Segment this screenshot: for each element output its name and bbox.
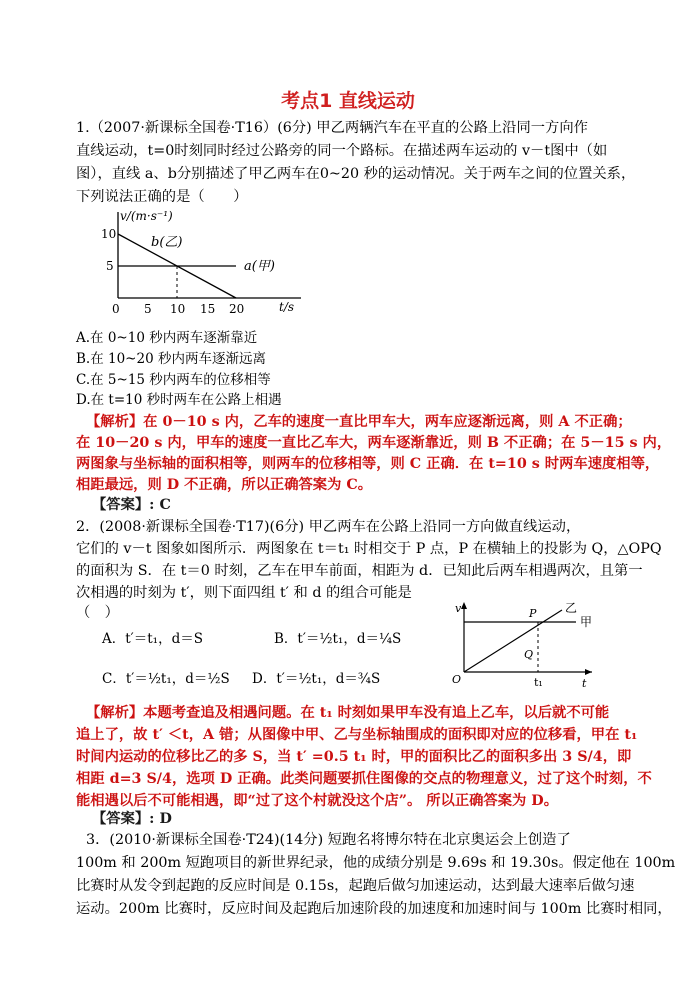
q1-line-3: 图），直线 a、b分别描述了甲乙两车在0~20 秒的运动情况。关于两车之间的位置关系，: [76, 166, 636, 182]
q2-jia-label: 甲: [580, 615, 593, 629]
q1-line-4: 下列说法正确的是（ ）: [76, 189, 248, 205]
page-title: 考点1 直线运动: [281, 90, 415, 112]
q1-xtick-15: 15: [200, 302, 216, 316]
q1-vt-graph: [96, 204, 311, 322]
q2-line-yi: [464, 610, 562, 672]
q1-analysis-2: 在 10－20 s 内，甲车的速度一直比乙车大，两车逐渐靠近，则 B 不正确；在 5－15 s 内，: [76, 435, 672, 451]
q1-xtick-20: 20: [229, 302, 245, 316]
q1-answer: 【答案】: C: [92, 497, 171, 513]
q1-x-label: t/s: [279, 300, 295, 314]
q2-analysis-5: 能相遇以后不可能相遇，即“过了这个村就没这个店”。 所以正确答案为 D。: [76, 793, 558, 809]
q1-xtick-5: 5: [144, 302, 152, 316]
q2-p-label: P: [529, 607, 537, 620]
q2-v-label: v: [455, 602, 462, 615]
q2-analysis-3: 时间内运动的位移比乙的多 S，当 t′ =0.5 t₁ 时，甲的面积比乙的面积多出 3 S/4，即: [76, 749, 632, 765]
q1-xtick-0: 0: [112, 302, 120, 316]
q2-line-3: 的面积为 S．在 t＝0 时刻，乙车在甲车前面，相距为 d．已知此后两车相遇两次，且第一: [76, 563, 643, 579]
q3-line-1: 3．(2010·新课标全国卷·T24)(14分) 短跑名将博尔特在北京奥运会上创造了: [86, 832, 571, 848]
q2-yi-label: 乙: [565, 601, 578, 615]
q1-label-a: a(甲): [244, 259, 275, 274]
q1-analysis-4: 相距最远，则 D 不正确，所以正确答案为 C。: [76, 477, 373, 493]
q3-line-4: 运动。200m 比赛时，反应时间及起跑后加速阶段的加速度和加速时间与 100m 比赛时相同，: [76, 901, 672, 917]
q1-ytick-5: 5: [106, 259, 114, 273]
q3-line-3: 比赛时从发令到起跑的反应时间是 0.15s，起跑后做匀加速运动，达到最大速率后做匀速: [76, 878, 635, 894]
q2-analysis-4: 相距 d=3 S/4，选项 D 正确。此类问题要抓住图像的交点的物理意义，过了这个时刻，不: [76, 771, 652, 787]
q2-answer: 【答案】: D: [92, 811, 172, 827]
q1-line-2: 直线运动，t=0时刻同时经过公路旁的同一个路标。在描述两车运动的 v－t图中（如: [76, 143, 608, 159]
q2-t-label: t: [582, 677, 587, 690]
q1-analysis-1: 【解析】在 0－10 s 内，乙车的速度一直比甲车大，两车应逐渐远离，则 A 不正确；: [86, 414, 632, 430]
q2-analysis-2: 追上了，故 t′ ＜t，A 错；从图像中甲、乙与坐标轴围成的面积即对应的位移看，甲在 t₁: [76, 727, 638, 743]
q2-line-4: 次相遇的时刻为 t′，则下面四组 t′ 和 d 的组合可能是: [76, 585, 412, 601]
q1-option-d: D.在 t=10 秒时两车在公路上相遇: [76, 392, 282, 408]
q1-xtick-10: 10: [170, 302, 186, 316]
q1-ytick-10: 10: [101, 227, 117, 241]
q2-t1-label: t₁: [534, 676, 543, 689]
q1-label-b: b(乙): [151, 235, 183, 250]
q2-line-1: 2．(2008·新课标全国卷·T17)(6分) 甲乙两车在公路上沿同一方向做直线运动，: [76, 519, 581, 535]
q3-line-2: 100m 和 200m 短跑项目的新世界纪录，他的成绩分别是 9.69s 和 19.30s。假定他在 100m: [76, 855, 676, 871]
q2-option-b: B．t′＝½t₁，d＝¼S: [274, 631, 402, 647]
q1-line-1: 1.（2007·新课标全国卷·T16）(6分) 甲乙两辆汽车在平直的公路上沿同一方向作: [76, 120, 588, 136]
q2-q-label: Q: [524, 648, 534, 661]
q2-option-c: C．t′＝½t₁，d＝½S: [102, 671, 230, 687]
q1-option-c: C.在 5~15 秒内两车的位移相等: [76, 372, 271, 388]
q1-analysis-3: 两图象与坐标轴的面积相等，则两车的位移相等，则 C 正确．在 t=10 s 时两车速度相等，: [76, 456, 660, 472]
q2-analysis-1: 【解析】本题考查追及相遇问题。在 t₁ 时刻如果甲车没有追上乙车，以后就不可能: [86, 705, 610, 721]
q2-line-5: （ ）: [76, 605, 119, 621]
q2-vt-graph: [452, 598, 600, 690]
q1-y-label: v/(m·s⁻¹): [120, 209, 173, 223]
q2-o-label: O: [452, 673, 462, 686]
q1-option-a: A.在 0~10 秒内两车逐渐靠近: [76, 330, 258, 346]
q1-option-b: B.在 10~20 秒内两车逐渐远离: [76, 351, 266, 367]
q2-option-d: D．t′＝½t₁，d＝¾S: [252, 671, 381, 687]
q2-option-a: A．t′＝t₁，d＝S: [102, 631, 203, 647]
q2-line-2: 它们的 v－t 图象如图所示．两图象在 t＝t₁ 时相交于 P 点，P 在横轴上的投影为 Q，△OPQ: [76, 541, 662, 557]
